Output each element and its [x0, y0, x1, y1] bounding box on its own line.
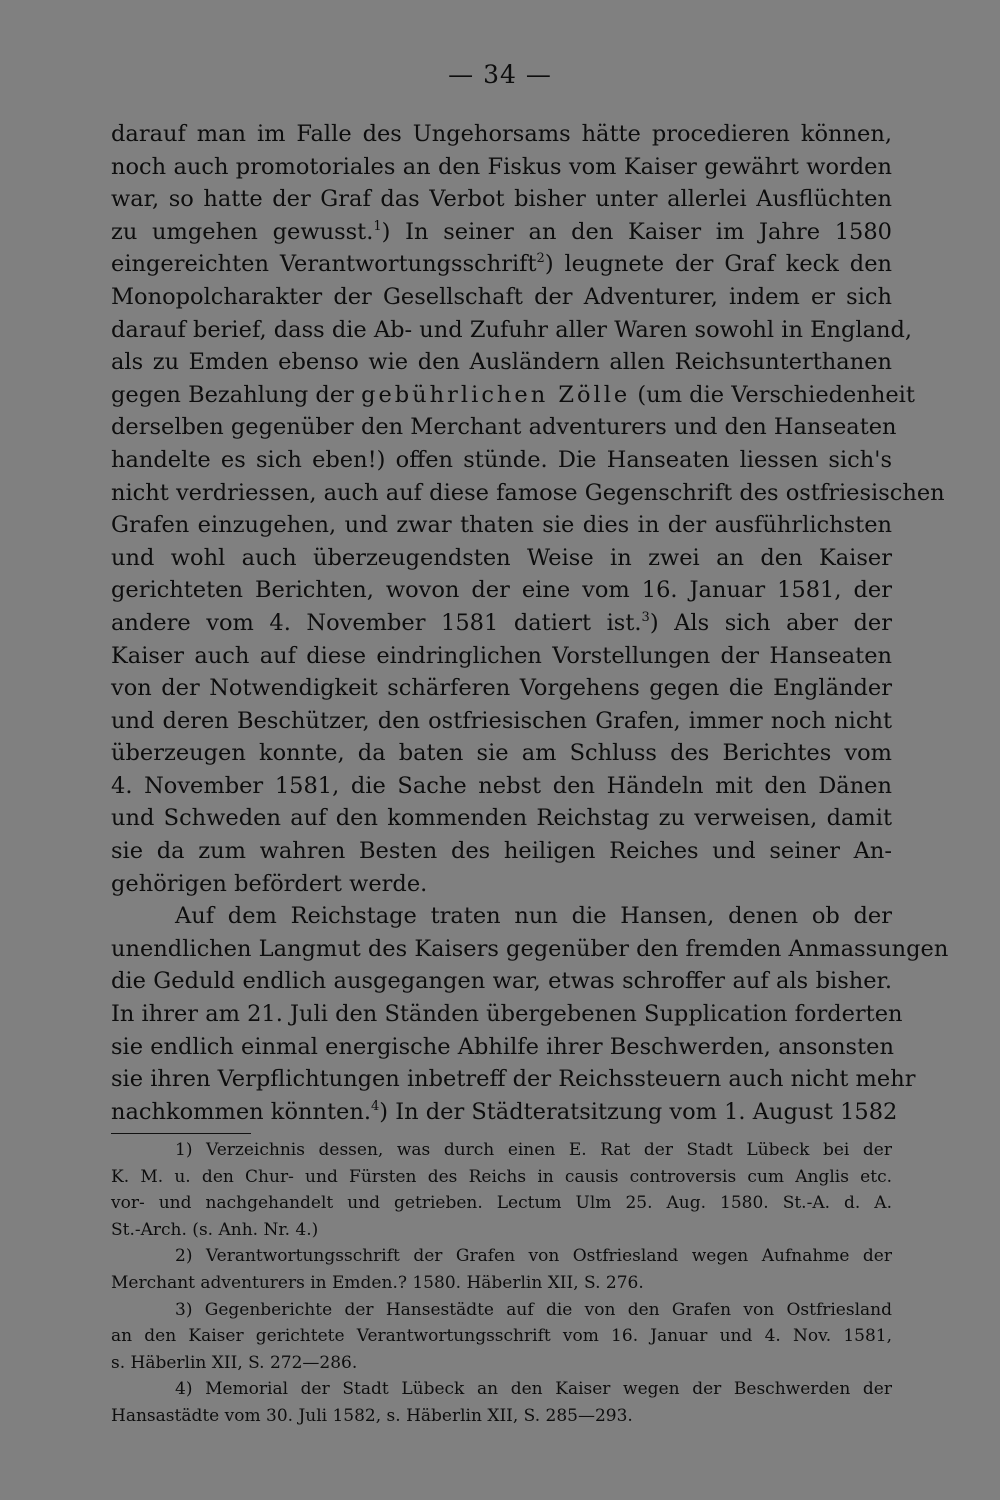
footnote-line: Hansastädte vom 30. Juli 1582, s. Häberlin XII, S. 285—293.	[111, 1405, 633, 1426]
footnote-line: vor- und nachgehandelt und getrieben. Lectum Ulm 25. Aug. 1580. St.-A. d. A.	[111, 1193, 892, 1214]
text-line: Kaiser auch auf diese eindringlichen Vorstellungen der Hanseaten	[111, 642, 892, 669]
text-line: darauf man im Falle des Ungehorsams hätte procedieren können,	[111, 121, 892, 147]
footnote-line: 2) Verantwortungsschrift der Grafen von Ostfriesland wegen Aufnahme der	[175, 1246, 892, 1267]
text-line: sie ihren Verpflichtungen inbetreff der Reichssteuern auch nicht mehr	[111, 1066, 916, 1093]
footnote-marker: 3	[641, 609, 650, 625]
text-fragment: nachkommen könnten.	[111, 1098, 371, 1125]
footnote-line: K. M. u. den Chur- und Fürsten des Reichs in causis controversis cum Anglis etc.	[111, 1166, 892, 1187]
text-line: 4. November 1581, die Sache nebst den Händeln mit den Dänen	[111, 772, 892, 799]
footnote-line: 4) Memorial der Stadt Lübeck an den Kaiser wegen der Beschwerden der	[175, 1379, 892, 1400]
footnote-line: Merchant adventurers in Emden.? 1580. Häberlin XII, S. 276.	[111, 1272, 644, 1293]
footnote-line: s. Häberlin XII, S. 272—286.	[111, 1352, 358, 1373]
text-line: und deren Beschützer, den ostfriesischen Grafen, immer noch nicht	[111, 707, 892, 734]
text-line	[111, 607, 892, 640]
text-fragment: (um die Verschiedenheit	[637, 381, 915, 408]
text-line: gehörigen befördert werde.	[111, 870, 428, 897]
footnotes	[111, 1137, 892, 1430]
text-line: und wohl auch überzeugendsten Weise in zwei an den Kaiser	[111, 544, 892, 571]
text-fragment: ) Als sich aber der	[649, 609, 893, 636]
page-number: — 34 —	[448, 60, 552, 89]
footnote-line: St.-Arch. (s. Anh. Nr. 4.)	[111, 1219, 319, 1240]
text-fragment: ) In seiner an den Kaiser im Jahre 1580	[381, 218, 892, 245]
text-line: war, so hatte der Graf das Verbot bisher unter allerlei Ausflüchten	[111, 186, 892, 213]
text-line: nicht verdriessen, auch auf diese famose Gegenschrift des ostfriesischen	[111, 479, 945, 506]
text-line: sie da zum wahren Besten des heiligen Reiches und seiner An-	[111, 838, 892, 865]
text-line: und Schweden auf den kommenden Reichstag zu verweisen, damit	[111, 805, 892, 832]
text-line: die Geduld endlich ausgegangen war, etwas schroffer auf als bisher.	[111, 968, 892, 995]
text-line: Monopolcharakter der Gesellschaft der Adventurer, indem er sich	[111, 283, 892, 310]
text-line: In ihrer am 21. Juli den Ständen übergebenen Supplication forderten	[111, 1001, 903, 1028]
text-fragment: gegen Bezahlung der	[111, 381, 354, 408]
text-line	[111, 1096, 898, 1129]
text-fragment: eingereichten Verantwortungsschrift	[111, 251, 537, 278]
footnote-marker: 2	[536, 251, 545, 267]
text-line: handelte es sich eben!) offen stünde. Die Hanseaten liessen sich's	[111, 446, 892, 473]
text-line: gerichteten Berichten, wovon der eine vom 16. Januar 1581, der	[111, 577, 892, 604]
text-line: sie endlich einmal energische Abhilfe ihrer Beschwerden, ansonsten	[111, 1033, 894, 1060]
text-fragment: zu umgehen gewusst.	[111, 218, 374, 245]
text-line: als zu Emden ebenso wie den Ausländern allen Reichsunterthanen	[111, 349, 892, 376]
footnote-line: 3) Gegenberichte der Hansestädte auf die von den Grafen von Ostfriesland	[175, 1299, 892, 1320]
text-line: von der Notwendigkeit schärferen Vorgehens gegen die Engländer	[111, 675, 892, 702]
text-line: überzeugen konnte, da baten sie am Schluss des Berichtes vom	[111, 740, 892, 767]
text-line: derselben gegenüber den Merchant adventurers und den Hanseaten	[111, 414, 897, 441]
text-line: unendlichen Langmut des Kaisers gegenüber den fremden Anmassungen	[111, 935, 949, 962]
text-line: darauf berief, dass die Ab- und Zufuhr aller Waren sowohl in England,	[111, 316, 913, 343]
text-line: noch auch promotoriales an den Fiskus vom Kaiser gewährt worden	[111, 153, 892, 180]
body-text	[111, 118, 949, 1128]
footnote-line: an den Kaiser gerichtete Verantwortungsschrift vom 16. Januar und 4. Nov. 1581,	[111, 1326, 892, 1347]
footnote-separator	[111, 1133, 251, 1134]
text-fragment: ) In der Städteratsitzung vom 1. August 1582	[379, 1098, 898, 1125]
text-line: Auf dem Reichstage traten nun die Hansen, denen ob der	[175, 903, 892, 930]
footnote-marker: 1	[373, 218, 382, 234]
text-line	[111, 216, 892, 249]
text-fragment: ) leugnete der Graf keck den	[544, 251, 892, 278]
footnote-marker: 4	[370, 1098, 380, 1114]
text-line	[111, 379, 915, 412]
text-line: Grafen einzugehen, und zwar thaten sie dies in der ausführlichsten	[111, 512, 892, 539]
text-line	[111, 248, 892, 281]
text-fragment: andere vom 4. November 1581 datiert ist.	[111, 609, 642, 636]
emphasized-text: gebührlichen Zölle	[361, 381, 631, 408]
footnote-line: 1) Verzeichnis dessen, was durch einen E. Rat der Stadt Lübeck bei der	[175, 1140, 892, 1160]
